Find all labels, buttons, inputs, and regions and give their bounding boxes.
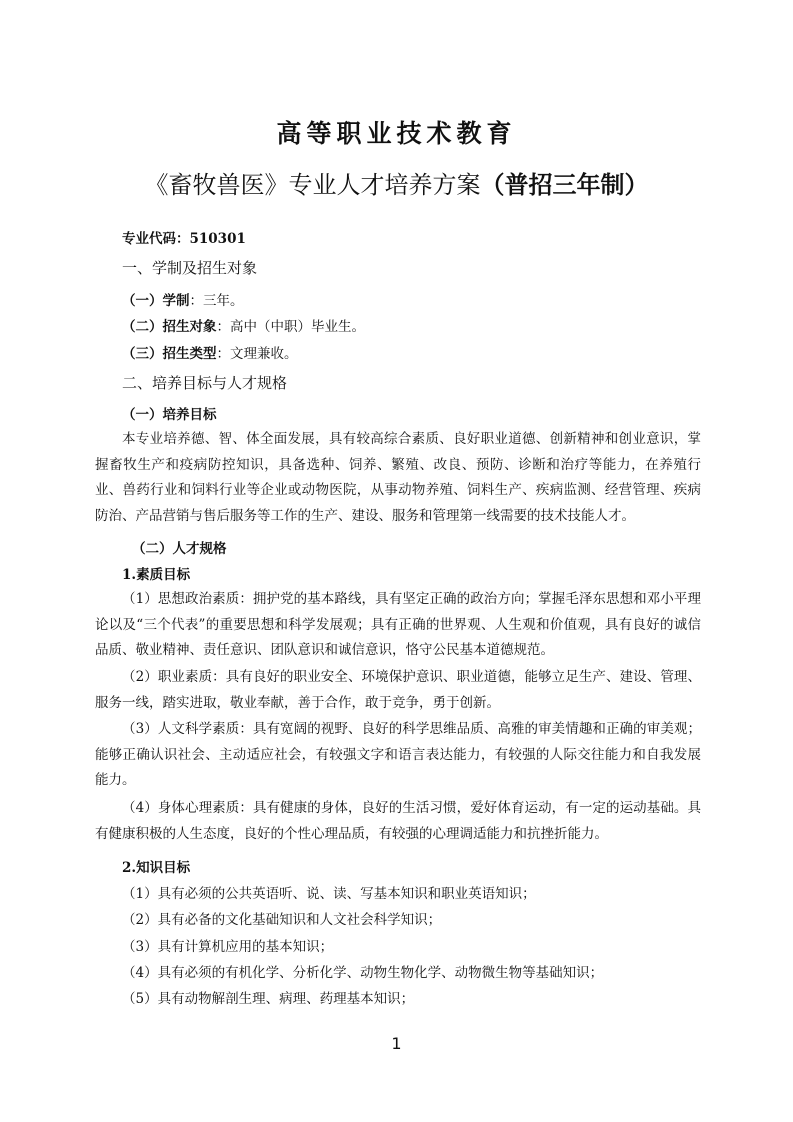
knowledge-goal-heading: 2.知识目标 <box>122 860 191 876</box>
section2-heading: 二、培养目标与人才规格 <box>122 374 288 392</box>
knowledge-item: （4）具有必须的有机化学、分析化学、动物生物化学、动物微生物等基础知识； <box>122 965 604 981</box>
quality-paragraph: （2）职业素质：具有良好的职业安全、环境保护意识、职业道德，能够立足生产、建设、管理、服务一线，踏实进取，敬业奉献，善于合作，敢于竞争，勇于创新。 <box>95 669 701 711</box>
section1-item <box>122 342 298 362</box>
item-value: ：三年。 <box>189 293 244 309</box>
item-label: （三）招生类型 <box>122 346 217 362</box>
program-code-label: 专业代码： <box>122 231 190 247</box>
talent-spec-heading: （二）人才规格 <box>132 541 227 557</box>
quality-goal-heading: 1.素质目标 <box>122 567 191 583</box>
document-subtitle <box>0 165 793 200</box>
document-title: 高等职业技术教育 <box>276 119 517 148</box>
quality-paragraph: （4）身体心理素质：具有健康的身体，良好的生活习惯，爱好体育运动，有一定的运动基础。具有健康积极的人生态度，良好的个性心理品质，有较强的心理调适能力和抗挫折能力。 <box>95 800 701 842</box>
quality-paragraph: （3）人文科学素质：具有宽阔的视野、良好的科学思维品质、高雅的审美情趣和正确的审美观；能够正确认识社会、主动适应社会，有较强文字和语言表达能力，有较强的人际交往能力和自我发展能力。 <box>95 721 701 788</box>
section1-heading: 一、学制及招生对象 <box>122 259 258 277</box>
item-label: （一）学制 <box>122 293 190 309</box>
subtitle-program-type: （普招三年制） <box>480 170 649 199</box>
knowledge-item: （5）具有动物解剖生理、病理、药理基本知识； <box>122 991 415 1007</box>
training-goal-heading: （一）培养目标 <box>122 407 217 423</box>
program-code <box>122 227 246 247</box>
section1-item <box>122 289 244 309</box>
knowledge-item: （1）具有必须的公共英语听、说、读、写基本知识和职业英语知识； <box>122 886 536 902</box>
item-label: （二）招生对象 <box>122 319 217 335</box>
knowledge-item: （2）具有必备的文化基础知识和人文社会科学知识； <box>122 912 442 928</box>
subtitle-main: 《畜牧兽医》专业人才培养方案 <box>144 171 481 199</box>
item-value: ：高中（中职）毕业生。 <box>216 319 365 335</box>
section1-item <box>122 315 365 335</box>
training-goal-text: 本专业培养德、智、体全面发展，具有较高综合素质、良好职业道德、创新精神和创业意识，掌握畜牧生产和疫病防控知识，具备选种、饲养、繁殖、改良、预防、诊断和治疗等能力，在养殖行业、兽药行业和饲料行业等企业或动物医院，从事动物养殖、饲料生产、疾病监测、经营管理、疾病防治、产品营销与售后服务等工作的生产、建设、服务和管理第一线需要的技术技能人才。 <box>95 431 701 524</box>
item-value: ：文理兼收。 <box>216 346 298 362</box>
program-code-value: 510301 <box>189 231 246 247</box>
knowledge-item: （3）具有计算机应用的基本知识； <box>122 939 334 955</box>
quality-paragraph: （1）思想政治素质：拥护党的基本路线，具有坚定正确的政治方向；掌握毛泽东思想和邓小平理论以及“三个代表”的重要思想和科学发展观；具有正确的世界观、人生观和价值观，具有良好的诚信品质、敬业精神、责任意识、团队意识和诚信意识，恪守公民基本道德规范。 <box>95 591 701 658</box>
page-number: 1 <box>391 1034 402 1053</box>
